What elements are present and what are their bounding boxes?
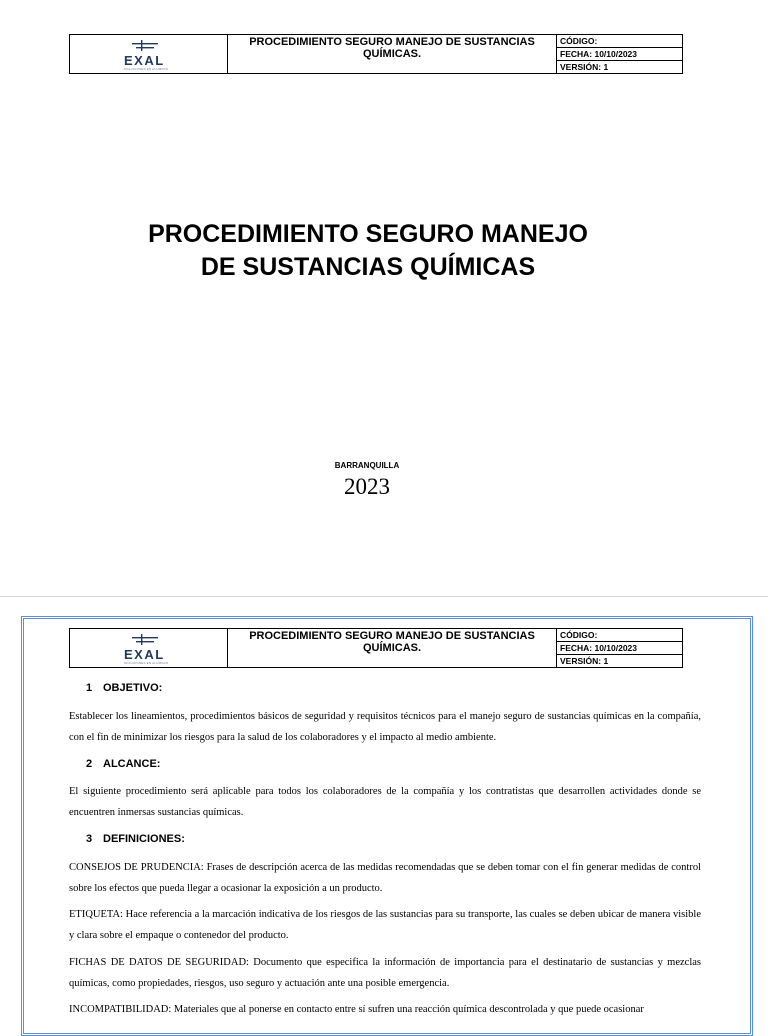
paragraph-objetivo: Establecer los lineamientos, procedimientos básicos de seguridad y requisitos técnicos para el manejo seguro de sustancias químicas en la compañía, con el fin de minimizar los riesgos para la salud de los colaboradores y el impacto al medio ambiente. [69, 711, 701, 743]
definition-etiqueta: ETIQUETA: Hace referencia a la marcación indicativa de los riesgos de las sustancias para su transporte, las cuales se deben ubicar de manera visible y clara sobre el empaque o contenedor del producto. [69, 909, 701, 941]
definition-incompatibilidad: INCOMPATIBILIDAD: Materiales que al ponerse en contacto entre sí sufren una reacción química descontrolada y que puede ocasionar [69, 1004, 644, 1015]
cover-title [68, 218, 668, 284]
logo-mark-icon [132, 634, 158, 646]
logo-cell [70, 35, 228, 74]
header-title-line1: PROCEDIMIENTO SEGURO MANEJO DE SUSTANCIAS [249, 36, 535, 48]
paragraph-alcance: El siguiente procedimiento será aplicable para todos los colaboradores de la compañía y los contratistas que desarrollen actividades donde se encuentren inmersas sustancias químicas. [69, 786, 701, 818]
header-fecha: FECHA: 10/10/2023 [557, 642, 683, 655]
cover-title-line1: PROCEDIMIENTO SEGURO MANEJO [148, 220, 588, 248]
logo-cell [70, 629, 228, 668]
cover-city: BARRANQUILLA [334, 461, 400, 470]
section-number: 2 [86, 758, 93, 770]
header-fecha: FECHA: 10/10/2023 [557, 48, 683, 61]
cover-title-line2: DE SUSTANCIAS QUÍMICAS [200, 253, 536, 281]
definition-fichas: FICHAS DE DATOS DE SEGURIDAD: Documento que especifica la información de importancia para el destinatario de sustancias y mezclas químicas, como propiedades, riesgos, uso seguro y actuación ante una posible emergencia. [69, 957, 701, 989]
header-title-line1: PROCEDIMIENTO SEGURO MANEJO DE SUSTANCIAS [249, 630, 535, 642]
logo-mark-icon [132, 40, 158, 52]
logo-tagline: SOLUCIONES EN ALUMINIO [124, 67, 169, 71]
definition-consejos: CONSEJOS DE PRUDENCIA: Frases de descripción acerca de las medidas recomendadas que se deben tomar con el fin generar medidas de control sobre los efectos que pueda llegar a ocasionar la exposición a un producto. [69, 862, 701, 894]
header-title-line2: QUÍMICAS. [362, 48, 422, 60]
section-title: DEFINICIONES: [103, 833, 185, 845]
exal-logo [70, 629, 227, 667]
header-version: VERSIÓN: 1 [557, 655, 683, 668]
section-title: OBJETIVO: [103, 682, 163, 694]
exal-logo [70, 35, 227, 73]
header-version: VERSIÓN: 1 [557, 61, 683, 74]
page2-header-table [69, 628, 683, 668]
header-title [228, 629, 557, 668]
logo-text: EXAL [124, 647, 165, 662]
header-title-line2: QUÍMICAS. [362, 642, 422, 654]
cover-year: 2023 [344, 474, 390, 499]
logo-text: EXAL [124, 53, 165, 68]
section-number: 3 [86, 833, 93, 845]
cover-header-table [69, 34, 683, 74]
section-heading-objetivo [86, 682, 162, 694]
section-heading-definiciones [86, 833, 185, 845]
header-title [228, 35, 557, 74]
logo-tagline: SOLUCIONES EN ALUMINIO [124, 661, 169, 665]
section-title: ALCANCE: [103, 758, 161, 770]
header-codigo: CÓDIGO: [557, 35, 683, 48]
header-codigo: CÓDIGO: [557, 629, 683, 642]
section-number: 1 [86, 682, 93, 694]
page-separator [0, 596, 768, 597]
section-heading-alcance [86, 758, 160, 770]
